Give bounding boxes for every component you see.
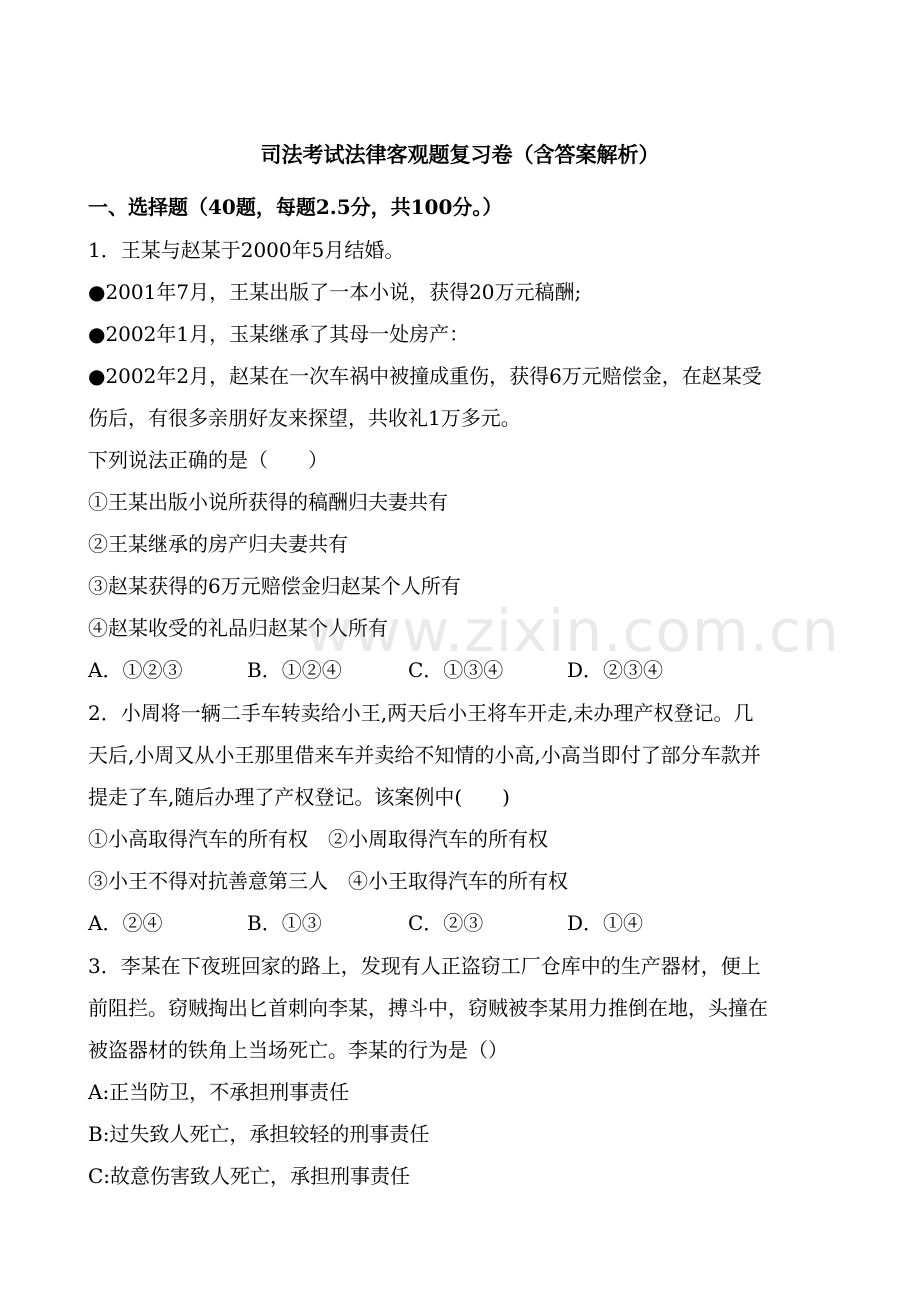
- q2-option-a: A．②④: [88, 911, 163, 935]
- q2-statements-3-4: ③小王不得对抗善意第三人 ④小王取得汽车的所有权: [88, 869, 568, 893]
- document-title: 司法考试法律客观题复习卷（含答案解析）: [260, 142, 660, 167]
- section-heading: 一、选择题（40题，每题2.5分，共100分。）: [88, 195, 503, 219]
- q1-option-b: B．①②④: [247, 658, 342, 682]
- q3-option-a: A:正当防卫，不承担刑事责任: [88, 1080, 350, 1104]
- q2-option-c: C．②③: [408, 911, 484, 935]
- q1-option-a: A．①②③: [88, 658, 183, 682]
- q2-line-3: 提走了车,随后办理了产权登记。该案例中( ): [88, 785, 510, 809]
- q2-option-b: B．①③: [247, 911, 322, 935]
- watermark: www.zixin.com.cn: [305, 597, 840, 665]
- q3-option-b: B:过失致人死亡，承担较轻的刑事责任: [88, 1122, 430, 1146]
- q2-line-2: 天后,小周又从小王那里借来车并卖给不知情的小高,小高当即付了部分车款并: [88, 743, 761, 767]
- q2-statements-1-2: ①小高取得汽车的所有权 ②小周取得汽车的所有权: [88, 827, 548, 851]
- q1-option-c: C．①③④: [408, 658, 504, 682]
- q3-line-1: 3．李某在下夜班回家的路上，发现有人正盗窃工厂仓库中的生产器材，便上: [88, 954, 761, 978]
- q1-statement-2: ②王某继承的房产归夫妻共有: [88, 532, 348, 556]
- q1-bullet-2: ●2002年1月，玉某继承了其母一处房产：: [88, 322, 470, 346]
- q1-statement-3: ③赵某获得的6万元赔偿金归赵某个人所有: [88, 574, 461, 598]
- q2-option-d: D．①④: [567, 911, 644, 935]
- q3-option-c: C:故意伤害致人死亡，承担刑事责任: [88, 1164, 411, 1188]
- q3-line-3: 被盗器材的铁角上当场死亡。李某的行为是（）: [88, 1038, 508, 1062]
- q3-line-2: 前阻拦。窃贼掏出匕首刺向李某，搏斗中，窃贼被李某用力推倒在地，头撞在: [88, 996, 768, 1020]
- q1-prompt: 下列说法正确的是（ ）: [88, 448, 328, 472]
- q1-statement-1: ①王某出版小说所获得的稿酬归夫妻共有: [88, 490, 448, 514]
- q1-stem: 1．王某与赵某于2000年5月结婚。: [88, 238, 405, 262]
- q1-option-d: D．②③④: [567, 658, 664, 682]
- q1-bullet-3-line-2: 伤后，有很多亲朋好友来探望，共收礼1万多元。: [88, 406, 521, 430]
- q1-statement-4: ④赵某收受的礼品归赵某个人所有: [88, 616, 388, 640]
- q2-line-1: 2．小周将一辆二手车转卖给小王,两天后小王将车开走,未办理产权登记。几: [88, 701, 754, 725]
- q1-bullet-3-line-1: ●2002年2月，赵某在一次车祸中被撞成重伤，获得6万元赔偿金，在赵某受: [88, 364, 762, 388]
- q1-bullet-1: ●2001年7月，王某出版了一本小说，获得20万元稿酬;: [88, 280, 582, 304]
